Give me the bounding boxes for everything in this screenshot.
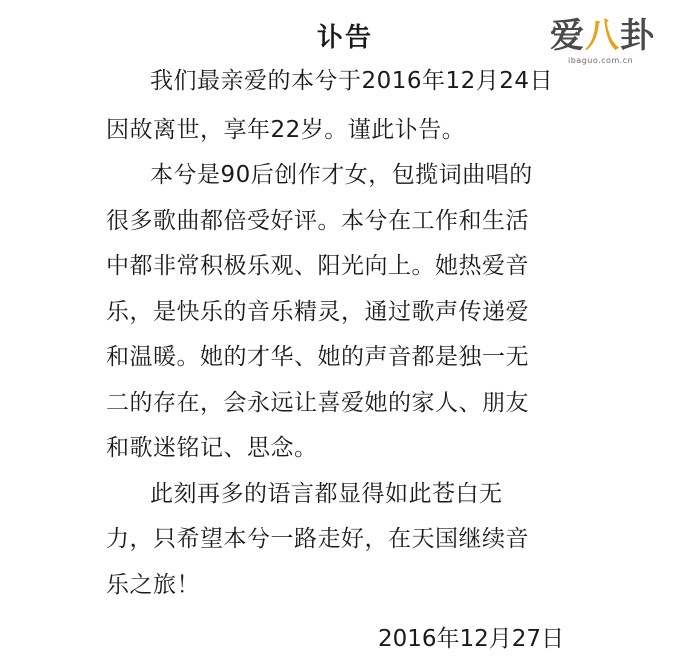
notice-date: 2016年12月27日 [378,626,565,652]
logo-text [550,16,655,56]
logo-subtext: ibaguo.com.cn [568,56,634,65]
paragraph-line: 此刻再多的语言都显得如此苍白无 [150,481,503,507]
paragraph-line: 乐之旅！ [106,572,200,598]
paragraph-line: 二的存在，会永远让喜爱她的家人、朋友 [106,390,529,416]
paragraph-line: 很多歌曲都倍受好评。本兮在工作和生活 [106,208,529,234]
logo-char-1: 爱 [550,16,585,56]
paragraph-line: 和温暖。她的才华、她的声音都是独一无 [106,344,529,370]
page-title: 讣告 [316,23,373,53]
paragraph-line: 乐，是快乐的音乐精灵，通过歌声传递爱 [106,299,529,325]
site-logo [546,16,682,66]
paragraph-line: 力，只希望本兮一路走好，在天国继续音 [106,526,529,552]
paragraph-line: 因故离世，享年22岁。谨此讣告。 [106,117,466,143]
paragraph-line: 本兮是90后创作才女，包揽词曲唱的 [150,162,533,188]
logo-char-3: 卦 [620,16,655,56]
paragraph-line: 和歌迷铭记、思念。 [106,435,318,461]
paragraph-line: 中都非常积极乐观、阳光向上。她热爱音 [106,253,529,279]
paragraph-line: 我们最亲爱的本兮于2016年12月24日 [150,68,554,94]
logo-char-2: 八 [585,16,620,56]
